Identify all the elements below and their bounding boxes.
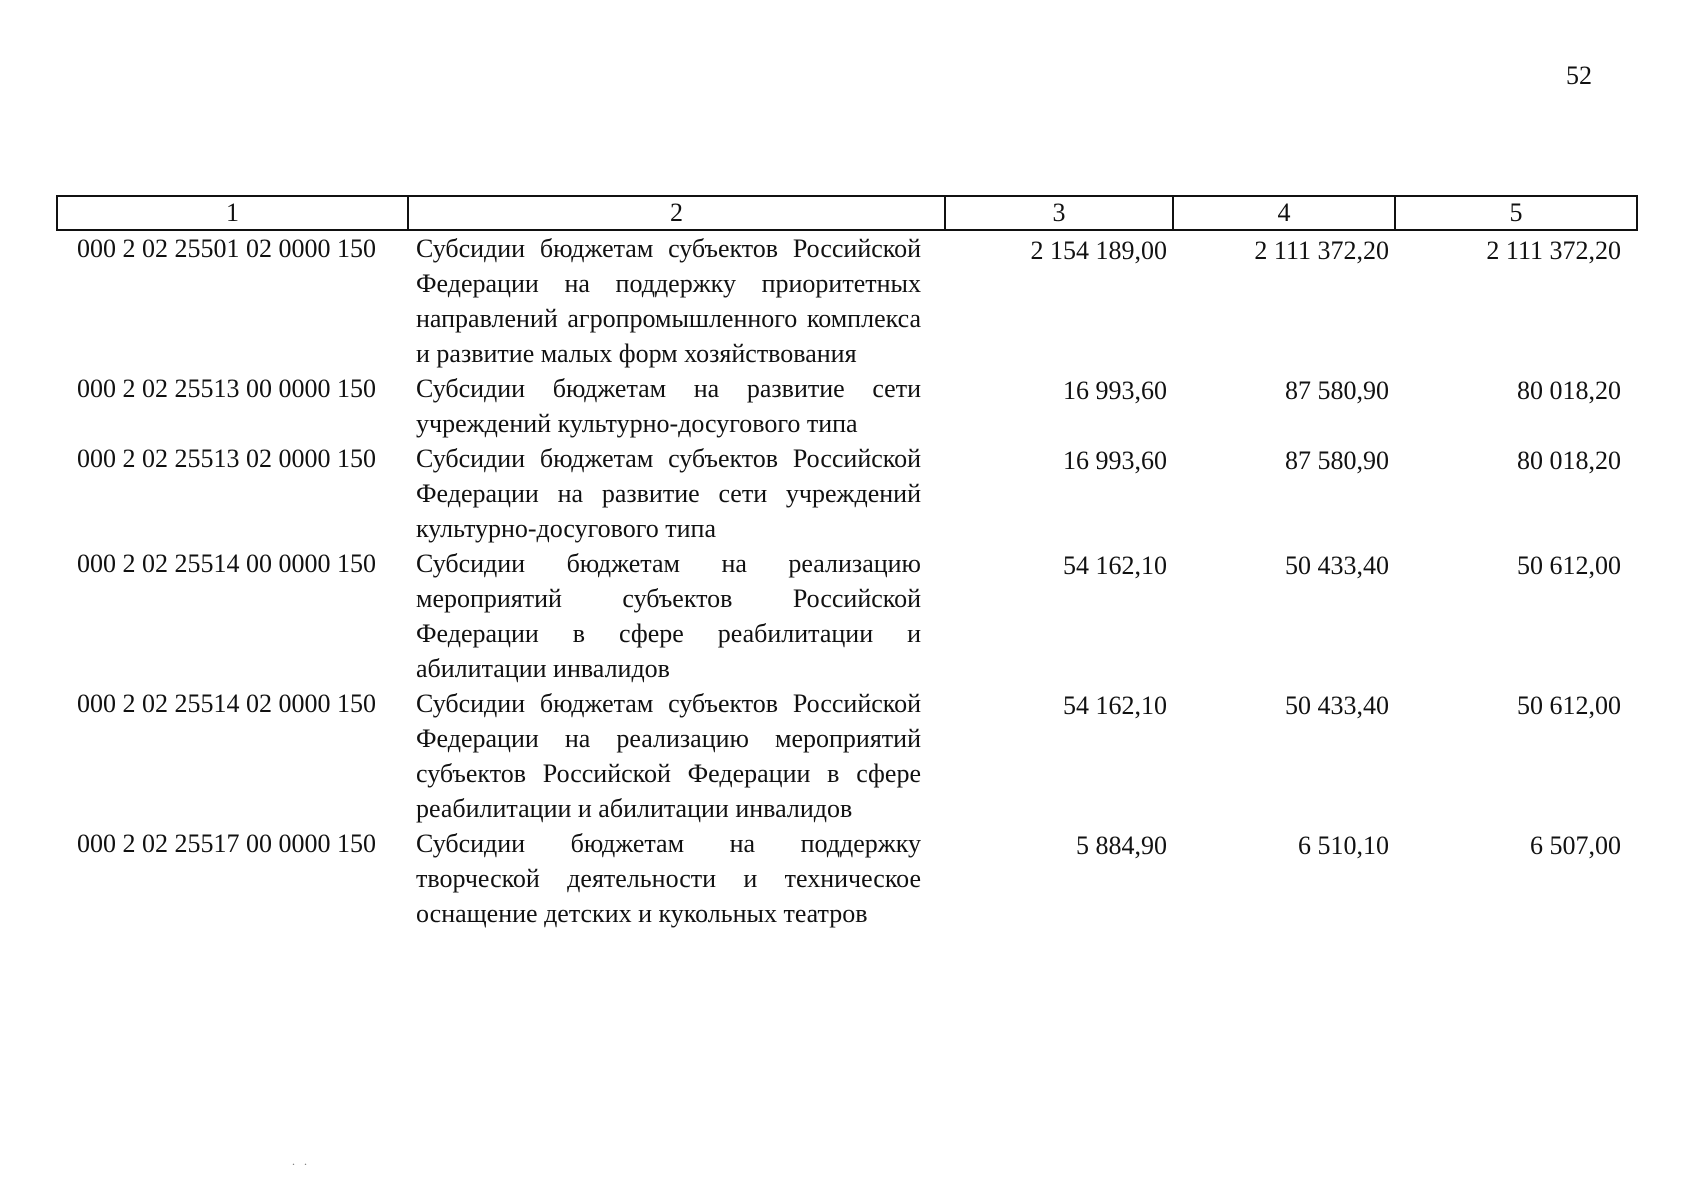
header-col-5: 5: [1395, 196, 1637, 230]
amount-col-4: 87 580,90: [1285, 376, 1389, 405]
amount-col-3: 5 884,90: [1076, 831, 1167, 860]
amount-col-4: 87 580,90: [1285, 446, 1389, 475]
description: Субсидии бюджетам на поддержку творческой деятельности и техническое оснащение детских и кукольных театров: [416, 829, 921, 928]
budget-table: [56, 195, 1638, 931]
amount-col-5: 50 612,00: [1517, 691, 1621, 720]
table-row: [57, 826, 1637, 931]
budget-code: 000 2 02 25514 00 0000 150: [77, 549, 376, 578]
amount-col-4: 50 433,40: [1285, 691, 1389, 720]
amount-col-5: 6 507,00: [1530, 831, 1621, 860]
table-row: [57, 441, 1637, 546]
table-body: [57, 230, 1637, 931]
amount-col-3: 16 993,60: [1063, 376, 1167, 405]
description: Субсидии бюджетам субъектов Российской Федерации на развитие сети учреждений культурно-досугового типа: [416, 444, 921, 543]
header-col-3: 3: [945, 196, 1173, 230]
table-header: [57, 196, 1637, 230]
amount-col-4: 2 111 372,20: [1254, 236, 1389, 265]
budget-code: 000 2 02 25501 02 0000 150: [77, 234, 376, 263]
amount-col-3: 16 993,60: [1063, 446, 1167, 475]
table-row: [57, 546, 1637, 686]
budget-code: 000 2 02 25513 02 0000 150: [77, 444, 376, 473]
budget-code: 000 2 02 25517 00 0000 150: [77, 829, 376, 858]
description: Субсидии бюджетам на реализацию мероприятий субъектов Российской Федерации в сфере реабилитации и абилитации инвалидов: [416, 549, 921, 683]
page-number: 52: [1566, 61, 1592, 90]
header-col-4: 4: [1173, 196, 1395, 230]
amount-col-5: 50 612,00: [1517, 551, 1621, 580]
header-col-1: 1: [57, 196, 408, 230]
table-row: [57, 230, 1637, 371]
amount-col-3: 2 154 189,00: [1030, 236, 1167, 265]
description: Субсидии бюджетам субъектов Российской Федерации на реализацию мероприятий субъектов Российской Федерации в сфере реабилитации и абилитации инвалидов: [416, 689, 921, 823]
amount-col-3: 54 162,10: [1063, 691, 1167, 720]
description: Субсидии бюджетам на развитие сети учреждений культурно-досугового типа: [416, 374, 921, 438]
amount-col-5: 2 111 372,20: [1486, 236, 1621, 265]
table-row: [57, 371, 1637, 441]
amount-col-5: 80 018,20: [1517, 376, 1621, 405]
description: Субсидии бюджетам субъектов Российской Федерации на поддержку приоритетных направлений агропромышленного комплекса и развитие малых форм хозяйствования: [416, 234, 921, 368]
budget-code: 000 2 02 25513 00 0000 150: [77, 374, 376, 403]
table-row: [57, 686, 1637, 826]
amount-col-5: 80 018,20: [1517, 446, 1621, 475]
scan-mark: . .: [292, 1154, 310, 1168]
amount-col-4: 6 510,10: [1298, 831, 1389, 860]
amount-col-4: 50 433,40: [1285, 551, 1389, 580]
header-col-2: 2: [408, 196, 945, 230]
header-row: [57, 196, 1637, 230]
amount-col-3: 54 162,10: [1063, 551, 1167, 580]
budget-code: 000 2 02 25514 02 0000 150: [77, 689, 376, 718]
